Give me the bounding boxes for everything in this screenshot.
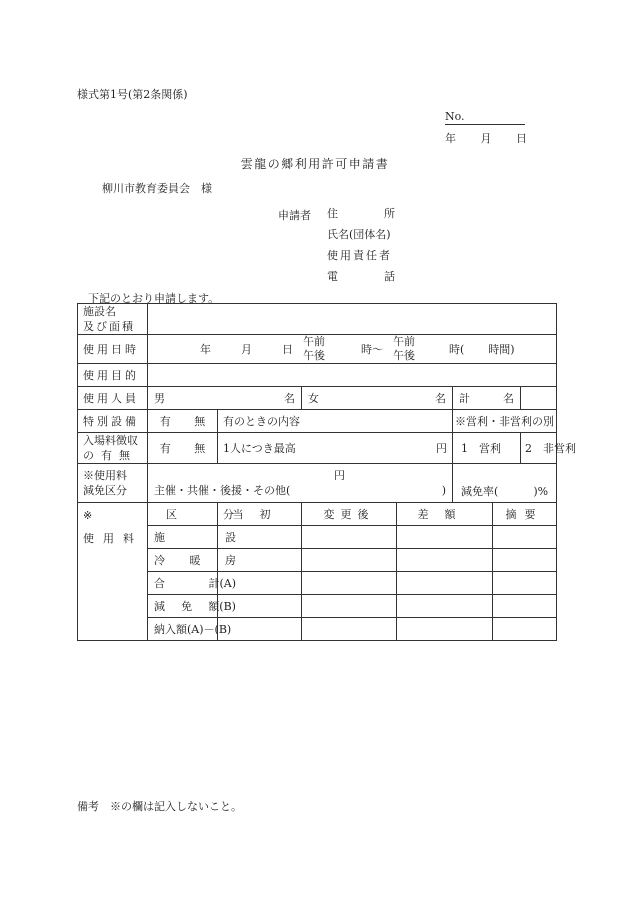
date-year: 年 [445,132,456,145]
fee-header-difference: 差額 [397,503,493,526]
application-date [445,130,527,146]
duration-hours: 時間) [488,343,515,356]
fee-item-total: 合 計(A) [148,572,218,595]
fee-section-label: ※ 使用料 [78,503,148,641]
fee-cell[interactable] [302,526,397,549]
applicant-address-label [327,207,395,228]
datetime-year: 年 [200,343,211,356]
reduction-category-input[interactable] [148,464,453,503]
female-count-input[interactable] [302,387,453,410]
applicant-label: 申請者 [278,209,311,222]
female-unit: 名 [435,392,446,405]
fee-item-payment: 納入額(A)－(B) [148,618,218,641]
facility-row [78,304,557,335]
equipment-label: 特別設備 [78,410,148,433]
facility-label: 施設名 及び面積 [78,304,148,335]
fee-cell[interactable] [397,572,493,595]
total-unit: 名 [503,392,514,405]
people-blank [521,387,557,410]
fee-row-total [78,572,557,595]
end-hour: 時( [449,343,465,356]
fee-cell[interactable] [493,618,557,641]
total-label: 計 [459,392,470,405]
fee-row-reduction [78,595,557,618]
fee-cell[interactable] [397,618,493,641]
equipment-detail-input[interactable] [218,410,453,433]
people-label: 使用人員 [78,387,148,410]
address-char-1: 住 [327,207,338,220]
datetime-month: 月 [241,343,252,356]
fee-header-changed: 変更後 [302,503,397,526]
fee-row-facility [78,526,557,549]
admission-no: 無 [194,442,206,455]
fee-cell[interactable] [493,549,557,572]
address-char-2: 所 [384,207,395,220]
datetime-row [78,335,557,364]
fee-cell[interactable] [493,595,557,618]
remarks-note: 備考 ※の欄は記入しないこと。 [77,800,242,813]
start-ampm: 午前 午後 [303,335,325,362]
fee-cell[interactable] [397,526,493,549]
fee-cell[interactable] [302,549,397,572]
fee-cell[interactable] [302,595,397,618]
male-unit: 名 [284,392,295,405]
admission-row [78,433,557,464]
male-count-input[interactable] [148,387,302,410]
fee-cell[interactable] [493,572,557,595]
admission-profit-option[interactable]: 1 営利 [453,433,521,464]
datetime-day: 日 [282,343,293,356]
fee-header-remarks: 摘要 [493,503,557,526]
application-table [77,303,576,641]
profit-type-label: ※営利・非営利の別 [453,410,557,433]
purpose-row [78,364,557,387]
reduction-rate-suffix: )% [533,484,549,498]
reduction-label: ※使用料 減免区分 [78,464,148,503]
equipment-row [78,410,557,433]
fee-header-category: 区 分 [148,503,218,526]
equipment-no: 無 [194,415,206,428]
start-hour: 時〜 [361,343,383,356]
phone-char-1: 電 [327,270,338,283]
admission-label: 入場料徴収 の有無 [78,433,148,464]
male-label: 男 [154,392,165,405]
admission-yes: 有 [159,442,171,455]
admission-fee-input[interactable] [218,433,453,464]
intro-text: 下記のとおり申請します。 [88,292,220,305]
datetime-input[interactable] [148,335,557,364]
fee-header-initial: 当初 [218,503,302,526]
purpose-input[interactable] [148,364,557,387]
fee-header-row [78,503,557,526]
equipment-detail-label: 有のときの内容 [223,415,300,428]
fee-cell[interactable] [302,572,397,595]
reduction-yen: 円 [334,469,345,482]
fee-cell[interactable] [397,595,493,618]
addressee: 柳川市教育委員会 様 [102,182,212,195]
admission-yen: 円 [436,442,447,455]
total-count-input[interactable] [453,387,521,410]
fee-cell[interactable] [302,618,397,641]
reduction-rate-input[interactable] [453,464,557,503]
fee-row-payment [78,618,557,641]
admission-yes-no[interactable] [148,433,218,464]
reduction-paren-close: ) [441,484,446,497]
fee-item-facility: 施 設 [148,526,218,549]
date-month: 月 [480,132,492,145]
fee-row-heating [78,549,557,572]
reduction-row [78,464,557,503]
fee-item-heating: 冷 暖 房 [148,549,218,572]
fee-item-reduction: 減 免 額(B) [148,595,218,618]
fee-cell[interactable] [493,526,557,549]
people-row [78,387,557,410]
applicant-manager-label: 使用責任者 [327,249,392,262]
admission-max-label: 1人につき最高 [223,442,296,455]
equipment-yes-no[interactable] [148,410,218,433]
date-day: 日 [516,132,527,145]
phone-char-2: 話 [384,270,395,283]
reduction-category: 主催・共催・後援・その他( [154,484,291,497]
reduction-rate-label: 減免率( [461,485,499,498]
equipment-yes: 有 [159,415,171,428]
purpose-label: 使用目的 [78,364,148,387]
datetime-label: 使用日時 [78,335,148,364]
admission-nonprofit-option[interactable]: 2 非営利 [521,433,557,464]
end-ampm: 午前 午後 [393,335,415,362]
applicant-phone-label [327,270,395,291]
document-number-field: No. [445,110,525,125]
form-number: 様式第1号(第2条関係) [77,88,188,101]
facility-input[interactable] [148,304,557,335]
page-title: 雲龍の郷利用許可申請書 [240,157,390,171]
female-label: 女 [308,392,319,405]
applicant-name-label: 氏名(団体名) [327,228,391,241]
applicant-fields [327,207,395,291]
fee-cell[interactable] [397,549,493,572]
